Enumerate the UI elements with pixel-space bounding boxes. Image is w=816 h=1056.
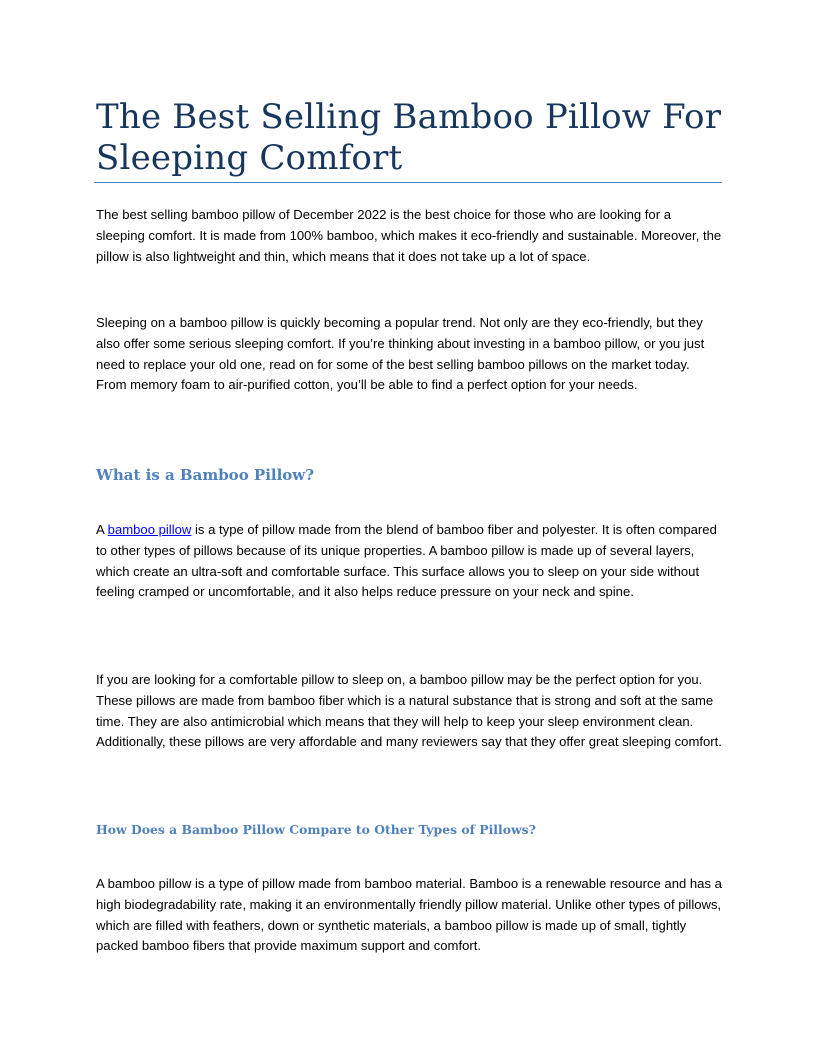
paragraph-lead-text: A [96, 522, 108, 537]
section-2-paragraph-1: A bamboo pillow is a type of pillow made from bamboo material. Bamboo is a renewable resource and has a high biodegradability rate, making it an environmentally friendly pillow material. Unlike other types of pillows, which are filled with feathers, down or synthetic materials, a bamboo pillow is made up of small, tightly packed bamboo fibers that provide maximum support and comfort. [96, 876, 722, 954]
section-heading-what-is: What is a Bamboo Pillow? [96, 466, 314, 484]
intro-paragraph-1: The best selling bamboo pillow of December 2022 is the best choice for those who are looking for a sleeping comfort. It is made from 100% bamboo, which makes it eco-friendly and sustainable. Moreover, the pillow is also lightweight and thin, which means that it does not take up a lot of space. [96, 207, 722, 264]
section-1-paragraph-2: If you are looking for a comfortable pillow to sleep on, a bamboo pillow may be the perfect option for you. These pillows are made from bamboo fiber which is a natural substance that is strong and soft at the same time. They are also antimicrobial which means that they will help to keep your sleep environment clean. Additionally, these pillows are very affordable and many reviewers say that they offer great sleeping comfort. [96, 672, 722, 750]
title-underline-rule [94, 182, 722, 183]
section-heading-comparison: How Does a Bamboo Pillow Compare to Other Types of Pillows? [96, 822, 536, 837]
page-title: The Best Selling Bamboo Pillow For Sleeping Comfort [96, 97, 722, 178]
paragraph-rest-text: is a type of pillow made from the blend of bamboo fiber and polyester. It is often compared to other types of pillows because of its unique properties. A bamboo pillow is made up of several layers, which create an ultra-soft and comfortable surface. This surface allows you to sleep on your side without feeling cramped or uncomfortable, and it also helps reduce pressure on your neck and spine. [96, 522, 717, 600]
intro-paragraph-2: Sleeping on a bamboo pillow is quickly becoming a popular trend. Not only are they eco-friendly, but they also offer some serious sleeping comfort. If you’re thinking about investing in a bamboo pillow, or you just need to replace your old one, read on for some of the best selling bamboo pillows on the market today. From memory foam to air-purified cotton, you’ll be able to find a perfect option for your needs. [96, 315, 705, 393]
bamboo-pillow-link[interactable]: bamboo pillow [107, 522, 192, 537]
section-1-paragraph-1 [96, 520, 722, 603]
